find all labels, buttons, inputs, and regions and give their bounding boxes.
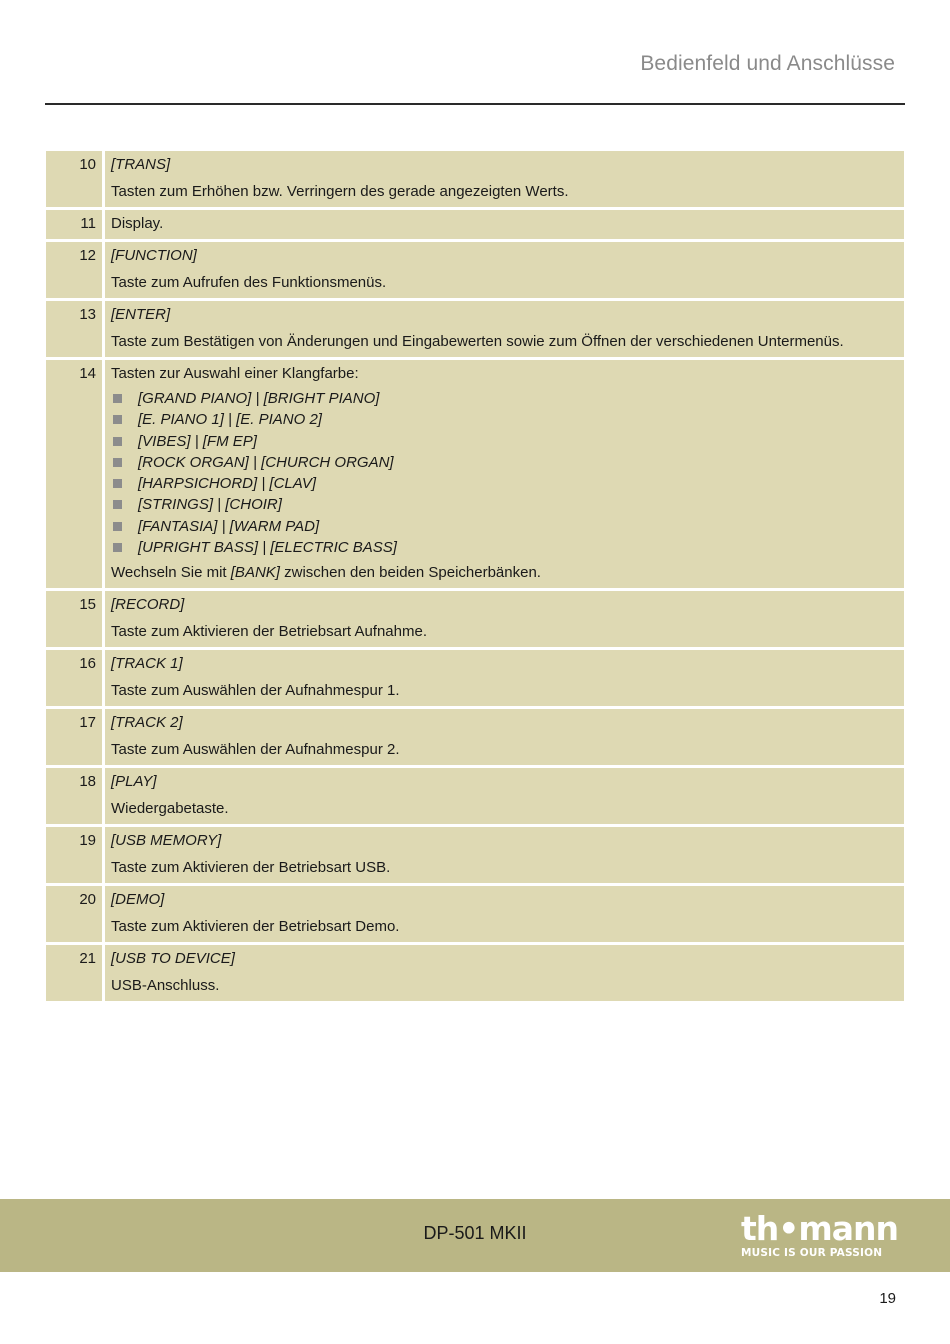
- item-text: Display.: [111, 215, 164, 232]
- item-text: Tasten zum Erhöhen bzw. Verringern des gerade angezeigten Werts.: [111, 183, 569, 200]
- item-description: [105, 210, 904, 239]
- key-label: [PLAY]: [111, 773, 157, 791]
- item-number: 14: [46, 360, 102, 588]
- sound-list-item: [HARPSICHORD] | [CLAV]: [111, 473, 898, 494]
- table-row: [46, 210, 904, 239]
- sound-list-item: [E. PIANO 1] | [E. PIANO 2]: [111, 409, 898, 430]
- item-description: [105, 301, 904, 357]
- key-label: [TRANS]: [111, 156, 171, 173]
- logo-wordmark: th•mann: [741, 1209, 899, 1248]
- item-outro: [111, 559, 898, 586]
- item-description: [105, 827, 904, 883]
- table-row: [46, 945, 904, 1001]
- sound-list-item: [VIBES] | [FM EP]: [111, 431, 898, 452]
- key-label: [USB MEMORY]: [111, 832, 222, 850]
- sound-list-item: [STRINGS] | [CHOIR]: [111, 494, 898, 515]
- item-number: 11: [46, 210, 102, 239]
- item-number: 10: [46, 151, 102, 207]
- item-description: [105, 886, 904, 942]
- item-number: 21: [46, 945, 102, 1001]
- item-description: [105, 591, 904, 647]
- table-row: [46, 242, 904, 298]
- outro-post: zwischen den beiden Speicherbänken.: [279, 564, 541, 582]
- table-row: [46, 709, 904, 765]
- item-description: [105, 242, 904, 298]
- item-number: 16: [46, 650, 102, 706]
- sound-list-item: [FANTASIA] | [WARM PAD]: [111, 516, 898, 537]
- item-text: Taste zum Aktivieren der Betriebsart USB.: [111, 859, 391, 877]
- sound-list-item: [ROCK ORGAN] | [CHURCH ORGAN]: [111, 452, 898, 473]
- item-text: Taste zum Auswählen der Aufnahmespur 2.: [111, 741, 400, 759]
- item-intro: Tasten zur Auswahl einer Klangfarbe:: [111, 365, 359, 382]
- page-number: 19: [879, 1290, 896, 1307]
- key-label: [TRACK 2]: [111, 714, 183, 732]
- item-text: Taste zum Aktivieren der Betriebsart Aufnahme.: [111, 623, 427, 641]
- table-row: [46, 301, 904, 357]
- sound-list-item: [GRAND PIANO] | [BRIGHT PIANO]: [111, 388, 898, 409]
- control-table: [46, 151, 904, 1004]
- item-number: 17: [46, 709, 102, 765]
- item-description: [105, 151, 904, 207]
- item-text: Taste zum Aktivieren der Betriebsart Demo.: [111, 918, 400, 936]
- item-text: Taste zum Aufrufen des Funktionsmenüs.: [111, 274, 387, 291]
- item-description: [105, 709, 904, 765]
- table-row: [46, 151, 904, 207]
- table-row: [46, 886, 904, 942]
- item-number: 18: [46, 768, 102, 824]
- item-text: Wiedergabetaste.: [111, 800, 229, 818]
- section-title: Bedienfeld und Anschlüsse: [640, 52, 895, 75]
- item-number: 13: [46, 301, 102, 357]
- sound-list: [111, 388, 898, 558]
- bank-key-label: [BANK]: [230, 564, 280, 582]
- table-row: [46, 360, 904, 588]
- item-text: Taste zum Bestätigen von Änderungen und Eingabewerten sowie zum Öffnen der verschiedenen Untermenüs.: [111, 333, 844, 350]
- model-name: DP-501 MKII: [423, 1223, 527, 1243]
- item-description: [105, 360, 904, 588]
- key-label: [ENTER]: [111, 306, 171, 323]
- table-row: [46, 827, 904, 883]
- key-label: [FUNCTION]: [111, 247, 197, 264]
- key-label: [RECORD]: [111, 596, 185, 614]
- item-number: 12: [46, 242, 102, 298]
- table-row: [46, 591, 904, 647]
- key-label: [TRACK 1]: [111, 655, 183, 673]
- item-description: [105, 650, 904, 706]
- item-text: USB-Anschluss.: [111, 977, 220, 995]
- header-rule: [45, 103, 905, 105]
- item-description: [105, 945, 904, 1001]
- item-text: Taste zum Auswählen der Aufnahmespur 1.: [111, 682, 400, 700]
- table-row: [46, 650, 904, 706]
- thomann-logo: [741, 1210, 899, 1259]
- item-number: 20: [46, 886, 102, 942]
- item-number: 19: [46, 827, 102, 883]
- table-row: [46, 768, 904, 824]
- logo-tagline: MUSIC IS OUR PASSION: [741, 1247, 883, 1259]
- item-description: [105, 768, 904, 824]
- sound-list-item: [UPRIGHT BASS] | [ELECTRIC BASS]: [111, 537, 898, 558]
- key-label: [USB TO DEVICE]: [111, 950, 235, 968]
- key-label: [DEMO]: [111, 891, 165, 909]
- item-number: 15: [46, 591, 102, 647]
- outro-pre: Wechseln Sie mit: [111, 564, 231, 582]
